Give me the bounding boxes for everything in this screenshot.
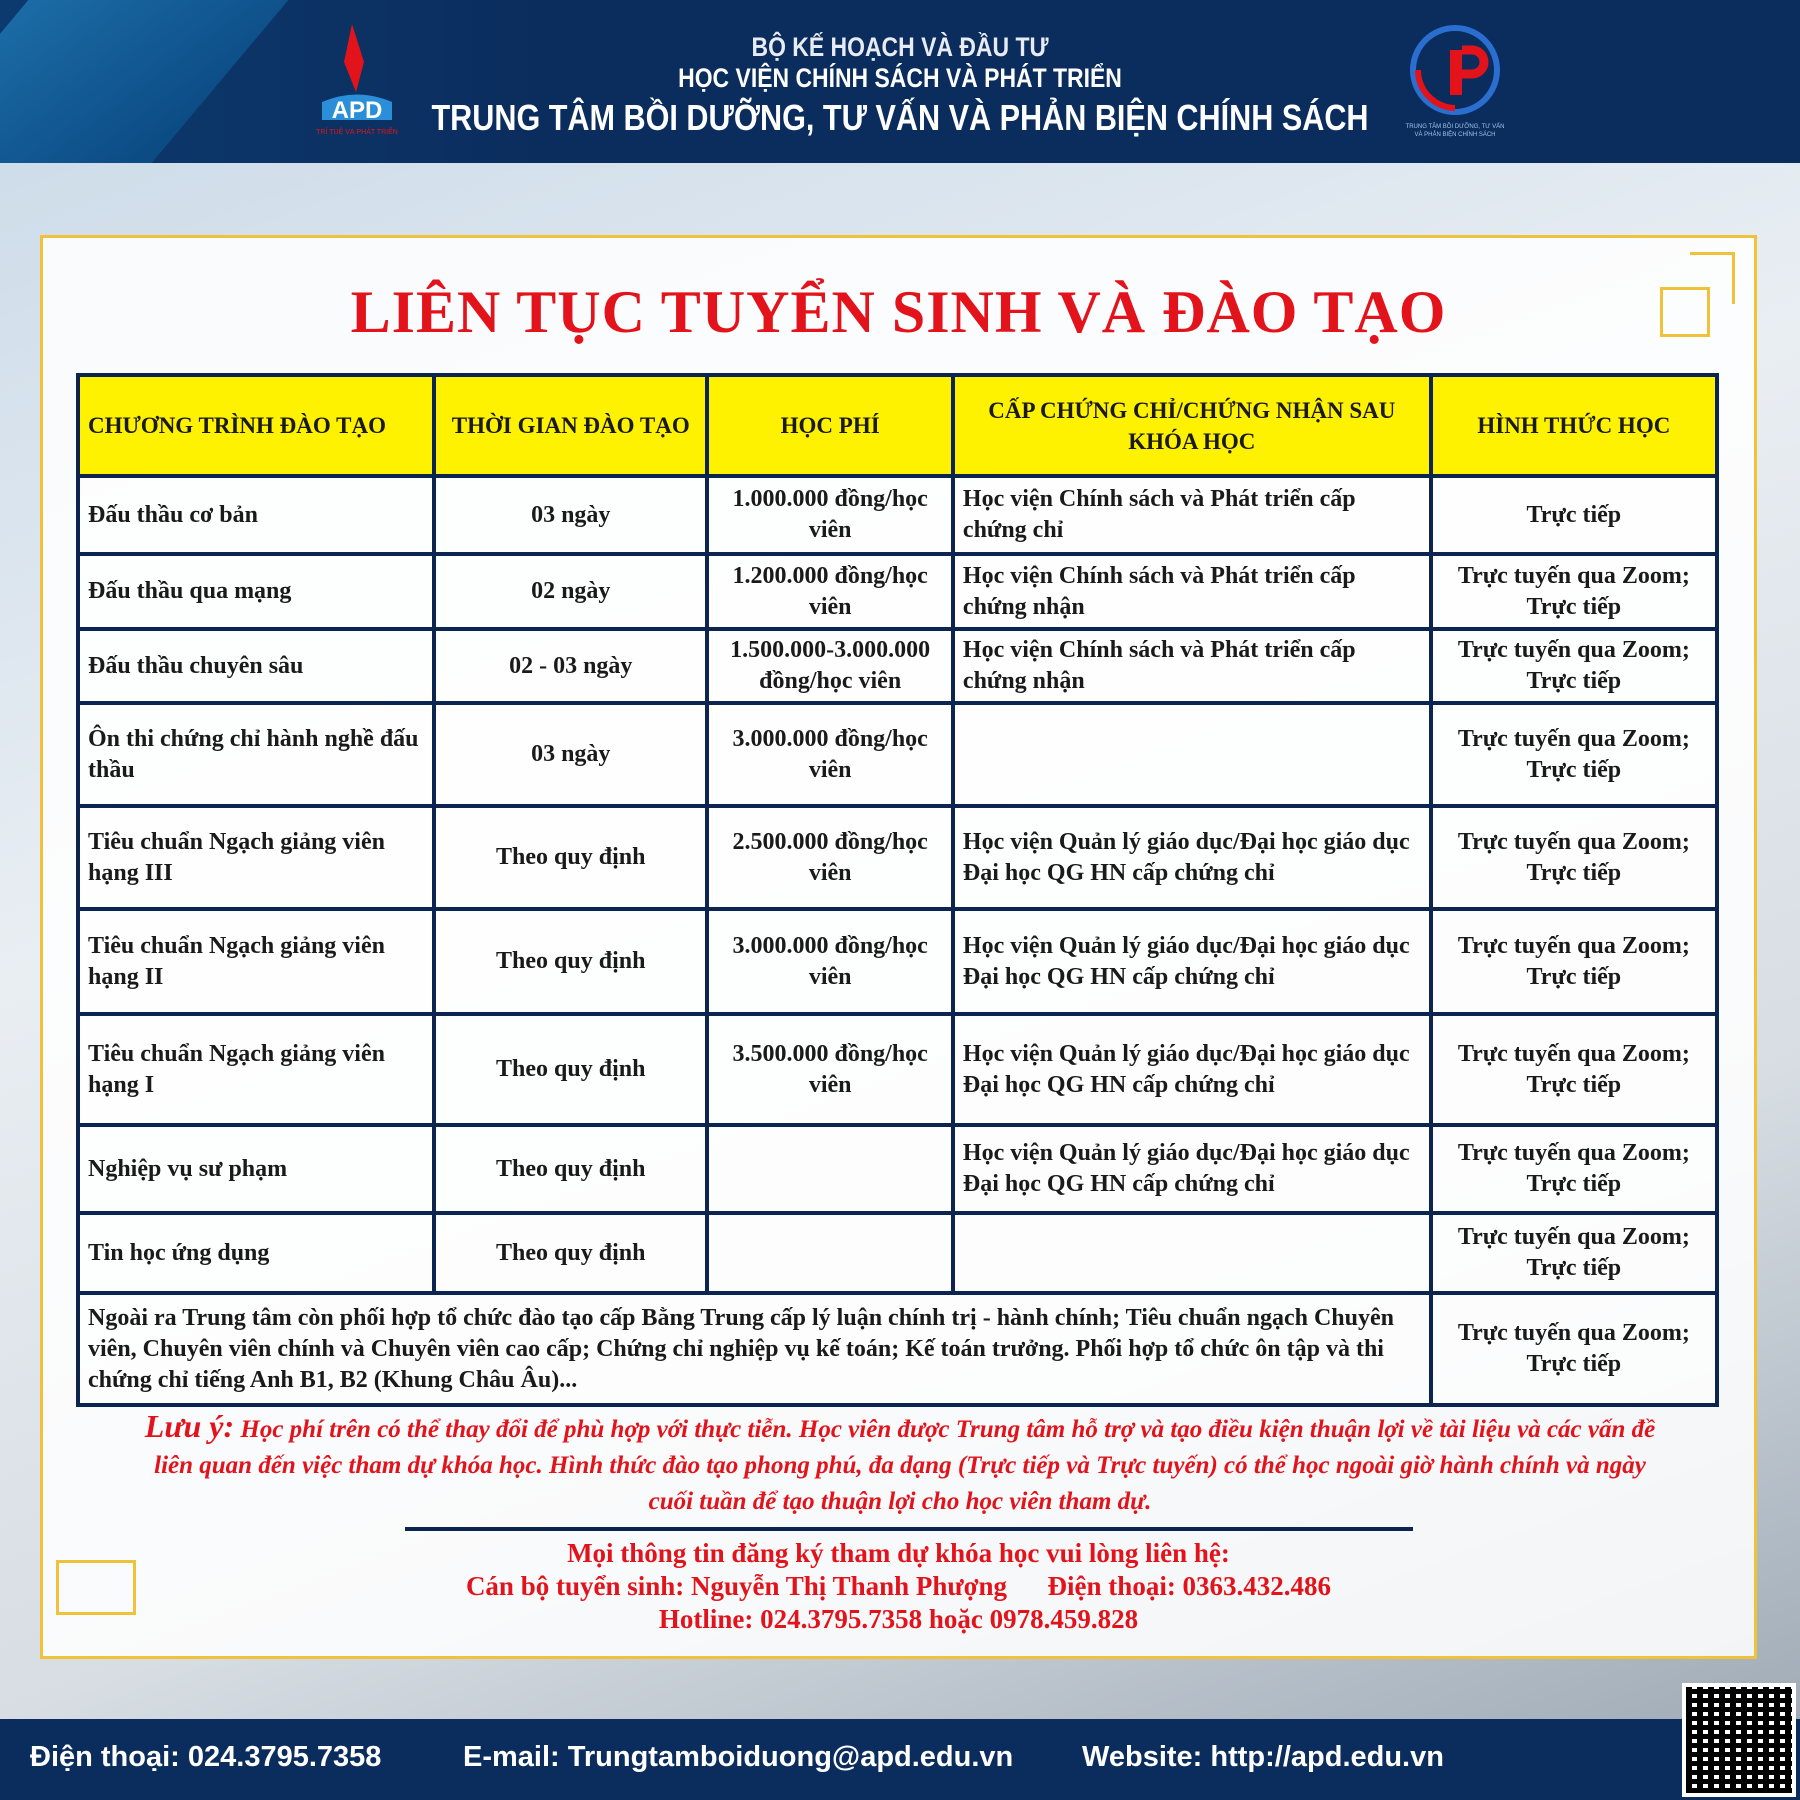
program-cell: Đấu thầu qua mạng xyxy=(78,554,434,629)
certificate-cell: Học viện Quản lý giáo dục/Đại học giáo dục Đại học QG HN cấp chứng chỉ xyxy=(953,909,1431,1014)
duration-cell: Theo quy định xyxy=(434,1213,707,1293)
note-text xyxy=(140,1408,1660,1520)
program-cell: Đấu thầu chuyên sâu xyxy=(78,629,434,703)
table-row xyxy=(78,703,1717,806)
contact-hotline: Hotline: 024.3795.7358 hoặc 0978.459.828 xyxy=(658,1604,1139,1634)
fee-cell: 2.500.000 đồng/học viên xyxy=(707,806,953,909)
mode-cell: Trực tuyến qua Zoom; Trực tiếp xyxy=(1431,703,1717,806)
contact-intro: Mọi thông tin đăng ký tham dự khóa học vui lòng liên hệ: xyxy=(567,1538,1230,1568)
fee-cell: 3.500.000 đồng/học viên xyxy=(707,1014,953,1125)
program-cell: Tin học ứng dụng xyxy=(78,1213,434,1293)
mode-cell: Trực tuyến qua Zoom; Trực tiếp xyxy=(1431,806,1717,909)
certificate-cell: Học viện Chính sách và Phát triển cấp chứng nhận xyxy=(953,554,1431,629)
table-row xyxy=(78,909,1717,1014)
duration-cell: Theo quy định xyxy=(434,909,707,1014)
column-header: HÌNH THỨC HỌC xyxy=(1431,375,1717,476)
duration-cell: Theo quy định xyxy=(434,1014,707,1125)
extra-programs-cell: Ngoài ra Trung tâm còn phối hợp tổ chức đào tạo cấp Bằng Trung cấp lý luận chính trị - hành chính; Tiêu chuẩn ngạch Chuyên viên, Chuyên viên chính và Chuyên viên cao cấp; Chứng chỉ nghiệp vụ kế toán; Kế toán trưởng. Phối hợp tổ chức ôn tập và thi chứng chỉ tiếng Anh B1, B2 (Khung Châu Âu)... xyxy=(78,1293,1431,1405)
column-header: THỜI GIAN ĐÀO TẠO xyxy=(434,375,707,476)
center-name: TRUNG TÂM BỒI DƯỠNG, TƯ VẤN VÀ PHẢN BIỆN CHÍNH SÁCH xyxy=(431,97,1369,138)
duration-cell: 03 ngày xyxy=(434,476,707,554)
table-row xyxy=(78,1125,1717,1213)
duration-cell: Theo quy định xyxy=(434,806,707,909)
table-row xyxy=(78,806,1717,909)
certificate-cell xyxy=(953,1213,1431,1293)
column-header: CẤP CHỨNG CHỈ/CHỨNG NHẬN SAU KHÓA HỌC xyxy=(953,375,1431,476)
table-row xyxy=(78,1014,1717,1125)
mode-cell: Trực tuyến qua Zoom; Trực tiếp xyxy=(1431,1125,1717,1213)
fee-cell: 1.500.000-3.000.000 đồng/học viên xyxy=(707,629,953,703)
certificate-cell: Học viện Quản lý giáo dục/Đại học giáo dục Đại học QG HN cấp chứng chỉ xyxy=(953,1125,1431,1213)
program-cell: Tiêu chuẩn Ngạch giảng viên hạng III xyxy=(78,806,434,909)
table-header-row xyxy=(78,375,1717,476)
program-cell: Tiêu chuẩn Ngạch giảng viên hạng I xyxy=(78,1014,434,1125)
program-cell: Nghiệp vụ sư phạm xyxy=(78,1125,434,1213)
qr-code[interactable] xyxy=(1682,1683,1796,1797)
fee-cell: 1.000.000 đồng/học viên xyxy=(707,476,953,554)
footer-bar xyxy=(0,1719,1800,1800)
certificate-cell: Học viện Quản lý giáo dục/Đại học giáo dục Đại học QG HN cấp chứng chỉ xyxy=(953,1014,1431,1125)
mode-cell: Trực tuyến qua Zoom; Trực tiếp xyxy=(1431,554,1717,629)
fee-cell: 3.000.000 đồng/học viên xyxy=(707,703,953,806)
program-cell: Đấu thầu cơ bản xyxy=(78,476,434,554)
fee-cell: 1.200.000 đồng/học viên xyxy=(707,554,953,629)
program-cell: Ôn thi chứng chỉ hành nghề đấu thầu xyxy=(78,703,434,806)
table-row xyxy=(78,476,1717,554)
column-header: HỌC PHÍ xyxy=(707,375,953,476)
note-label: Lưu ý: xyxy=(144,1408,235,1444)
certificate-cell xyxy=(953,703,1431,806)
svg-text:TRUNG TÂM BỒI DƯỠNG, TƯ VẤN: TRUNG TÂM BỒI DƯỠNG, TƯ VẤN xyxy=(1405,124,1505,130)
mode-cell: Trực tuyến qua Zoom; Trực tiếp xyxy=(1431,1213,1717,1293)
contact-officer: Cán bộ tuyển sinh: Nguyễn Thị Thanh Phượng Điện thoại: 0363.432.486 xyxy=(465,1571,1332,1601)
apd-logo-text: APD xyxy=(331,97,383,124)
mode-cell: Trực tuyến qua Zoom; Trực tiếp xyxy=(1431,629,1717,703)
table-row xyxy=(78,1213,1717,1293)
ministry-name: BỘ KẾ HOẠCH VÀ ĐẦU TƯ xyxy=(751,32,1049,62)
divider xyxy=(405,1527,1413,1531)
table-row xyxy=(78,554,1717,629)
program-cell: Tiêu chuẩn Ngạch giảng viên hạng II xyxy=(78,909,434,1014)
header-banner xyxy=(0,0,1800,163)
training-programs-table xyxy=(76,373,1719,1407)
footer-email[interactable]: E-mail: Trungtamboiduong@apd.edu.vn xyxy=(463,1741,1014,1773)
certificate-cell: Học viện Quản lý giáo dục/Đại học giáo dục Đại học QG HN cấp chứng chỉ xyxy=(953,806,1431,909)
fee-cell xyxy=(707,1213,953,1293)
mode-cell: Trực tuyến qua Zoom; Trực tiếp xyxy=(1431,909,1717,1014)
table-row xyxy=(78,629,1717,703)
duration-cell: 02 - 03 ngày xyxy=(434,629,707,703)
column-header: CHƯƠNG TRÌNH ĐÀO TẠO xyxy=(78,375,434,476)
duration-cell: 03 ngày xyxy=(434,703,707,806)
footer-website[interactable]: Website: http://apd.edu.vn xyxy=(1082,1741,1444,1773)
fee-cell xyxy=(707,1125,953,1213)
svg-text:VÀ PHẢN BIỆN CHÍNH SÁCH: VÀ PHẢN BIỆN CHÍNH SÁCH xyxy=(1414,132,1496,138)
footer-phone: Điện thoại: 024.3795.7358 xyxy=(30,1741,382,1773)
mode-cell: Trực tuyến qua Zoom; Trực tiếp xyxy=(1431,1293,1717,1405)
fee-cell: 3.000.000 đồng/học viên xyxy=(707,909,953,1014)
certificate-cell: Học viện Chính sách và Phát triển cấp chứng nhận xyxy=(953,629,1431,703)
certificate-cell: Học viện Chính sách và Phát triển cấp chứng chỉ xyxy=(953,476,1431,554)
table-row-extra xyxy=(78,1293,1717,1405)
mode-cell: Trực tiếp xyxy=(1431,476,1717,554)
academy-name: HỌC VIỆN CHÍNH SÁCH VÀ PHÁT TRIỂN xyxy=(678,63,1122,93)
svg-text:TRÍ TUỆ VÀ PHÁT TRIỂN: TRÍ TUỆ VÀ PHÁT TRIỂN xyxy=(316,129,398,136)
duration-cell: Theo quy định xyxy=(434,1125,707,1213)
tcp-logo xyxy=(1400,20,1510,140)
page-title: LIÊN TỤC TUYỂN SINH VÀ ĐÀO TẠO xyxy=(350,279,1447,345)
note-body: Học phí trên có thể thay đổi để phù hợp với thực tiễn. Học viên được Trung tâm hỗ trợ và tạo điều kiện thuận lợi về tài liệu và các vấn đề liên quan đến việc tham dự khóa học. Hình thức đào tạo phong phú, đa dạng (Trực tiếp và Trực tuyến) có thể học ngoài giờ hành chính và ngày cuối tuần để tạo thuận lợi cho học viên tham dự. xyxy=(154,1416,1656,1515)
mode-cell: Trực tuyến qua Zoom; Trực tiếp xyxy=(1431,1014,1717,1125)
duration-cell: 02 ngày xyxy=(434,554,707,629)
